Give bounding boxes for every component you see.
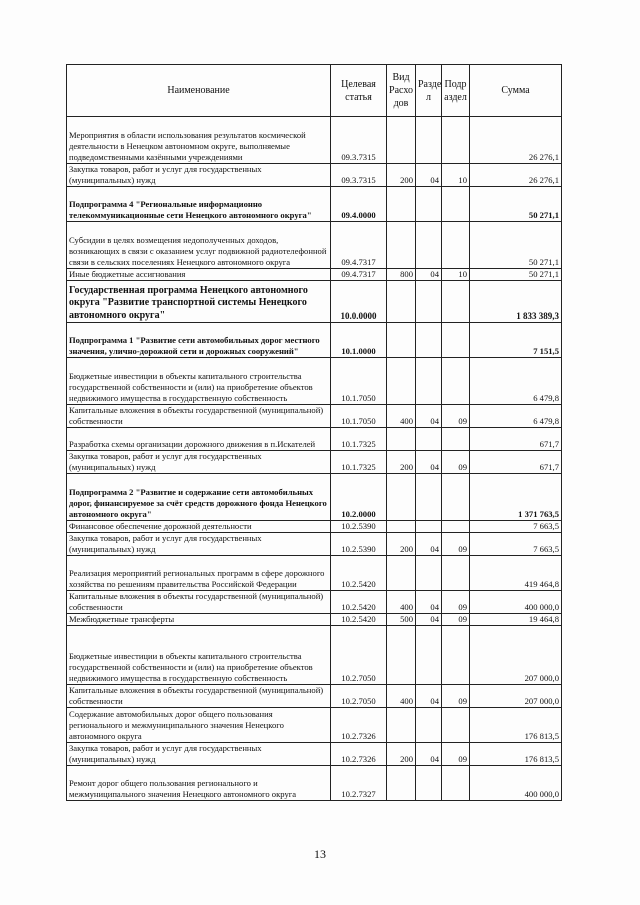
row-name: Финансовое обеспечение дорожной деятельности [67,521,331,533]
row-subsection [442,626,470,685]
row-section [416,708,442,743]
row-type: 500 [387,614,416,626]
row-name: Закупка товаров, работ и услуг для государственных (муниципальных) нужд [67,743,331,766]
row-section [416,358,442,405]
row-type [387,428,416,451]
row-subsection [442,222,470,269]
row-name: Ремонт дорог общего пользования регионального и межмуниципального значения Ненецкого автономного округа [67,766,331,801]
table-row [67,187,562,222]
row-type [387,521,416,533]
row-name: Бюджетные инвестиции в объекты капитального строительства государственной собственности и (или) на приобретение объектов недвижимого имущества в государственную собственность [67,626,331,685]
row-type: 200 [387,743,416,766]
row-name: Реализация мероприятий региональных программ в сфере дорожного хозяйства по решениям правительства Российской Федерации [67,556,331,591]
table-row [67,358,562,405]
row-target: 10.0.0000 [331,281,387,323]
row-subsection [442,358,470,405]
table-row [67,614,562,626]
row-sum: 7 151,5 [470,323,562,358]
table-row [67,591,562,614]
row-name: Субсидии в целях возмещения недополученных доходов, возникающих в связи с оказанием услуг подвижной радиотелефонной связи в сельских поселениях Ненецкого автономного округа [67,222,331,269]
row-name: Капитальные вложения в объекты государственной (муниципальной) собственности [67,591,331,614]
row-sum: 1 833 389,3 [470,281,562,323]
row-subsection [442,521,470,533]
row-name: Подпрограмма 1 "Развитие сети автомобильных дорог местного значения, улично-дорожной сети и дорожных сооружений" [67,323,331,358]
row-name: Подпрограмма 2 "Развитие и содержание сети автомобильных дорог, финансируемое за счёт средств дорожного фонда Ненецкого автономного округа" [67,474,331,521]
row-section: 04 [416,533,442,556]
row-target: 10.2.5390 [331,521,387,533]
row-sum: 26 276,1 [470,164,562,187]
table-row [67,708,562,743]
row-target: 10.2.7326 [331,708,387,743]
row-subsection: 09 [442,405,470,428]
row-type [387,281,416,323]
row-type: 200 [387,451,416,474]
row-subsection: 09 [442,451,470,474]
row-section [416,117,442,164]
table-row [67,269,562,281]
row-sum: 400 000,0 [470,766,562,801]
header-subsection: Подр аздел [442,65,470,117]
row-target: 09.3.7315 [331,117,387,164]
row-section [416,626,442,685]
row-subsection: 10 [442,269,470,281]
table-row [67,117,562,164]
header-section: Разде л [416,65,442,117]
row-subsection [442,766,470,801]
table-row [67,164,562,187]
row-section [416,556,442,591]
row-section [416,187,442,222]
row-subsection: 09 [442,614,470,626]
row-subsection [442,187,470,222]
row-sum: 19 464,8 [470,614,562,626]
row-sum: 400 000,0 [470,591,562,614]
row-target: 09.4.7317 [331,269,387,281]
row-subsection: 09 [442,533,470,556]
row-subsection [442,708,470,743]
row-section: 04 [416,591,442,614]
row-subsection [442,474,470,521]
row-type [387,766,416,801]
row-target: 09.3.7315 [331,164,387,187]
row-target: 10.1.7325 [331,428,387,451]
row-subsection [442,556,470,591]
row-sum: 176 813,5 [470,708,562,743]
table-row [67,281,562,323]
row-name: Мероприятия в области использования результатов космической деятельности в Ненецком автономном округе, выполняемые подведомственными казёнными учреждениями [67,117,331,164]
table-row [67,474,562,521]
row-type: 400 [387,591,416,614]
row-target: 10.2.5420 [331,556,387,591]
row-name: Содержание автомобильных дорог общего пользования регионального и межмуниципального значения Ненецкого автономного округа [67,708,331,743]
row-target: 10.2.5390 [331,533,387,556]
row-type: 200 [387,164,416,187]
header-expense-type: Вид Расхо дов [387,65,416,117]
row-sum: 6 479,8 [470,405,562,428]
row-section: 04 [416,164,442,187]
budget-table [66,64,562,801]
row-section [416,323,442,358]
row-subsection: 10 [442,164,470,187]
row-target: 10.2.0000 [331,474,387,521]
table-row [67,222,562,269]
row-target: 10.1.0000 [331,323,387,358]
row-section [416,521,442,533]
row-target: 10.2.7327 [331,766,387,801]
row-subsection [442,117,470,164]
row-subsection [442,281,470,323]
row-section [416,428,442,451]
row-name: Иные бюджетные ассигнования [67,269,331,281]
table-row [67,556,562,591]
row-target: 09.4.0000 [331,187,387,222]
row-name: Закупка товаров, работ и услуг для государственных (муниципальных) нужд [67,451,331,474]
row-name: Капитальные вложения в объекты государственной (муниципальной) собственности [67,405,331,428]
row-section: 04 [416,685,442,708]
row-target: 09.4.7317 [331,222,387,269]
row-type: 800 [387,269,416,281]
row-type [387,556,416,591]
row-subsection [442,428,470,451]
table-row [67,685,562,708]
row-type [387,626,416,685]
row-sum: 1 371 763,5 [470,474,562,521]
table-row [67,323,562,358]
row-name: Капитальные вложения в объекты государственной (муниципальной) собственности [67,685,331,708]
table-row [67,743,562,766]
table-row [67,766,562,801]
header-name: Наименование [67,65,331,117]
row-type [387,187,416,222]
row-sum: 419 464,8 [470,556,562,591]
row-subsection: 09 [442,685,470,708]
row-section [416,474,442,521]
row-name: Закупка товаров, работ и услуг для государственных (муниципальных) нужд [67,533,331,556]
row-section [416,766,442,801]
row-target: 10.1.7050 [331,405,387,428]
row-target: 10.2.7050 [331,685,387,708]
table-row [67,451,562,474]
row-subsection: 09 [442,743,470,766]
row-name: Государственная программа Ненецкого автономного округа "Развитие транспортной системы Ненецкого автономного округа" [67,281,331,323]
page-number: 13 [314,847,326,861]
table-row [67,405,562,428]
row-section: 04 [416,451,442,474]
row-type [387,474,416,521]
row-sum: 176 813,5 [470,743,562,766]
row-name: Закупка товаров, работ и услуг для государственных (муниципальных) нужд [67,164,331,187]
row-section: 04 [416,614,442,626]
row-target: 10.2.5420 [331,614,387,626]
row-name: Подпрограмма 4 "Региональные информационно телекоммуникационные сети Ненецкого автономного округа" [67,187,331,222]
header-sum: Сумма [470,65,562,117]
row-target: 10.1.7325 [331,451,387,474]
header-target-article: Целевая статья [331,65,387,117]
row-section: 04 [416,743,442,766]
row-section [416,222,442,269]
row-name: Разработка схемы организации дорожного движения в п.Искателей [67,428,331,451]
row-type: 200 [387,533,416,556]
table-row [67,521,562,533]
row-section: 04 [416,269,442,281]
row-sum: 7 663,5 [470,533,562,556]
table-header-row [67,65,562,117]
row-section: 04 [416,405,442,428]
row-type [387,358,416,405]
row-name: Межбюджетные трансферты [67,614,331,626]
table-row [67,533,562,556]
row-name: Бюджетные инвестиции в объекты капитального строительства государственной собственности и (или) на приобретение объектов недвижимого имущества в государственную собственность [67,358,331,405]
row-sum: 50 271,1 [470,222,562,269]
row-sum: 207 000,0 [470,685,562,708]
row-type: 400 [387,405,416,428]
row-sum: 50 271,1 [470,187,562,222]
row-target: 10.1.7050 [331,358,387,405]
row-sum: 671,7 [470,428,562,451]
row-section [416,281,442,323]
row-target: 10.2.7326 [331,743,387,766]
row-target: 10.2.7050 [331,626,387,685]
table-row [67,626,562,685]
row-type [387,708,416,743]
row-sum: 207 000,0 [470,626,562,685]
row-subsection: 09 [442,591,470,614]
row-type: 400 [387,685,416,708]
row-type [387,222,416,269]
row-target: 10.2.5420 [331,591,387,614]
row-sum: 50 271,1 [470,269,562,281]
row-type [387,117,416,164]
row-sum: 6 479,8 [470,358,562,405]
row-sum: 7 663,5 [470,521,562,533]
row-sum: 671,7 [470,451,562,474]
table-row [67,428,562,451]
row-type [387,323,416,358]
row-subsection [442,323,470,358]
row-sum: 26 276,1 [470,117,562,164]
